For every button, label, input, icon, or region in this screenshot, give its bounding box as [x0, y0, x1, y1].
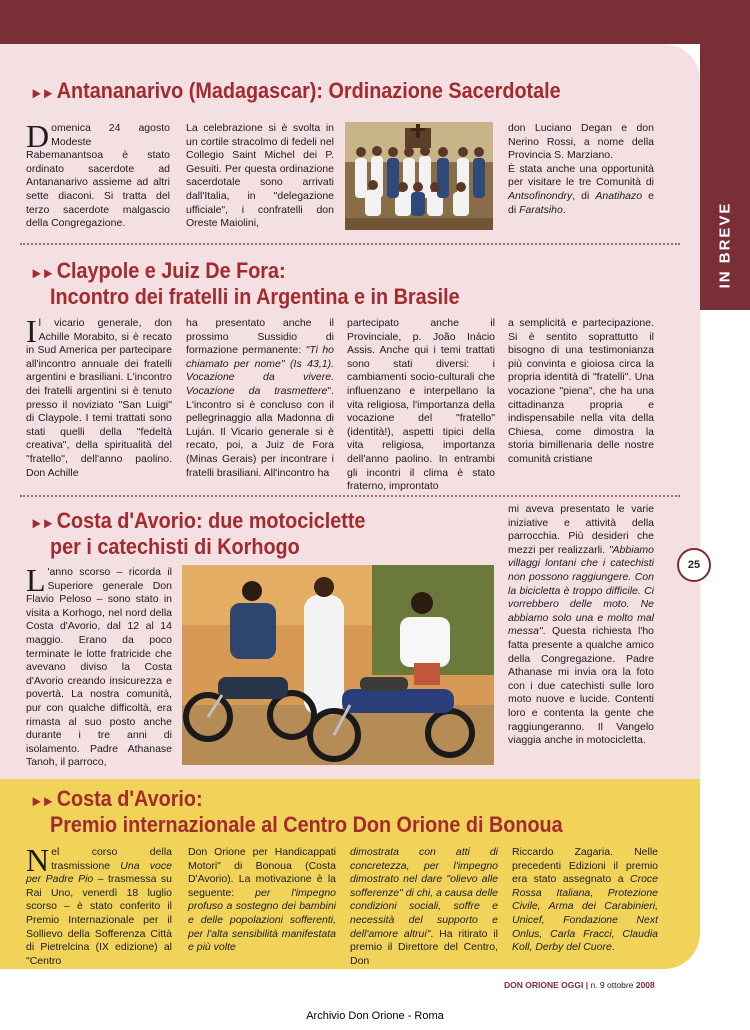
dotted-divider [20, 495, 680, 497]
top-band [0, 0, 750, 44]
article-2-col-1: Il vicario generale, don Achille Morabito, si è recato in Sud America per partecipare all'incontro annuale dei fratelli argentini e brasiliani. L'incontro dei fratelli argentini si è tenuto presso il noviziato "San Luigi" di Claypole. I temi trattati sono stati quelli della "fedeltà creativa", della spiritualità del "fratello", dell'anno paolino. Don Achille [26, 313, 172, 479]
article-4-col-2: Don Orione per Handicappati Motori" di Bonoua (Costa D'Avorio). La motivazione è la seguente: per l'impegno profuso a sostegno dei bambini e delle popolazioni sofferenti, per l'alta sensibilità manifestata e più volte [188, 846, 336, 954]
article-2-title-line-2: Incontro dei fratelli in Argentina e in Brasile [50, 284, 460, 309]
article-4-col-4: Riccardo Zagaria. Nelle precedenti Edizioni il premio era stato assegnato a Croce Rossa Italiana, Protezione Civile, Arma dei Carabinieri, Unicef, Fondazione Next Onlus, Carla Fracci, Claudia Koll, Derby del Cuore. [512, 846, 658, 954]
article-1-col-1: Domenica 24 agosto Modeste Rabemanantsoa è stato ordinato sacerdote ad Antananarivo assieme ad altri sette diaconi. Si tratta del terzo sacerdote malgascio della Congregazione. [26, 118, 170, 230]
article-2-col-3: partecipato anche il Provinciale, p. João Inácio Assis. Anche qui i temi trattati sono stati diversi: i cambiamenti socio-culturali che influenzano e interpellano la vita religiosa, l'importanza della vocazione del "fratello" (identità!), aspetti tipici della vita religiosa, importanza dell'anno paolino. In entrambi gli incontri il clima è stato fraterno, improntato [347, 317, 495, 493]
section-tab-label: IN BREVE [716, 201, 734, 289]
archive-caption: Archivio Don Orione - Roma [306, 1010, 444, 1022]
magazine-footer: DON ORIONE OGGI | n. 9 ottobre 2008 [504, 980, 655, 990]
double-arrow-icon: ►► [30, 85, 54, 102]
double-arrow-icon: ►► [30, 515, 54, 532]
section-tab [700, 180, 750, 310]
article-1-title: ►► Antananarivo (Madagascar): Ordinazione Sacerdotale [30, 78, 561, 103]
dotted-divider [20, 243, 680, 245]
article-1-col-3: don Luciano Degan e don Nerino Rossi, a nome della Provincia S. Marziano. È stata anche una opportunità per visitare le tre Comunità di Antsofinondry, di Anatihazo e di Faratsiho. [508, 122, 654, 216]
article-3-title-line-2: per i catechisti di Korhogo [50, 534, 300, 559]
article-3-col-1: L 'anno scorso – ricorda il Superiore generale Don Flavio Peloso – sono stato in visita a Korhogo, nel nord della Costa d'Avorio, dal 12 al 14 maggio. Erano da poco terminate le lotte fratricide che avevano diviso la Costa d'Avorio creando insicurezza e povertà. La nostra comunità, pur con qualche difficoltà, era rimasta al suo posto anche durante i tre anni di isolamento. Padre Athanase Tanoh, il parroco, [26, 562, 172, 769]
ordination-group-photo [345, 122, 493, 230]
article-4-title-line-1: ►► Costa d'Avorio: [30, 786, 203, 811]
page-number: 25 [677, 548, 711, 582]
double-arrow-icon: ►► [30, 265, 54, 282]
article-4-col-1: Nel corso della trasmissione Una voce per Padre Pio – trasmessa su Rai Uno, venerdì 18 luglio scorso – è stato conferito il Premio Internazionale per il Sollievo della Sofferenza Città di Pietrelcina (IX edizione) al "Centro [26, 842, 172, 967]
article-4-col-3: dimostrata con atti di concretezza, per l'impegno dimostrato nel dare "olievo alle sofferenze" di chi, a causa delle condizioni sociali, soffre e necessità del supporto e dell'amore altrui". Ha ritirato il premio il Direttore del Centro, Don [350, 846, 498, 967]
article-2-col-2: ha presentato anche il prossimo Sussidio di formazione permanente: "Ti ho chiamato per nome" (Is 43,1). Vocazione da vivere. Vocazione da trasmettere". L'incontro si è concluso con il pellegrinaggio alla Madonna di Luján. Il Vicario generale si è recato, poi, a Juiz de Fora (Minas Gerais) per incontrare i fratelli brasiliani. All'incontro ha [186, 317, 334, 479]
article-3-col-2: mi aveva presentato le varie iniziative e attività della parrocchia. Più desideri che mezzi per realizzarli. "Abbiamo villaggi lontani che i catechisti non possono raggiungere. Con la bicicletta è troppo difficile. Ci vorrebbero delle moto. Ne abbiamo solo una e molto mal messa". Questa richiesta l'ho fatta presente a qualche amico della Congregazione. Padre Athanase mi invia ora la foto con i due catechisti sulle loro moto nuove e lucide. Contenti loro e contenta la gente che raggiungeranno. Il Vangelo viaggia anche in motocicletta. [508, 503, 654, 747]
article-2-title-line-1: ►► Claypole e Juiz De Fora: [30, 258, 286, 283]
motorcycles-photo [182, 565, 494, 765]
article-1-col-2: La celebrazione si è svolta in un cortile stracolmo di fedeli nel Collegio Saint Michel dei P. Gesuiti. Per questa ordinazione sacerdotale sono arrivati dall'Italia, in "delegazione ufficiale", i confratelli don Oreste Maiolini, [186, 122, 334, 230]
article-4-title-line-2: Premio internazionale al Centro Don Orione di Bonoua [50, 812, 563, 837]
article-3-title-line-1: ►► Costa d'Avorio: due motociclette [30, 508, 366, 533]
article-2-col-4: a semplicità e partecipazione. Si è sentito soprattutto il bisogno di una testimonianza più convinta e gioiosa circa la propria identità di "fratelli". Una vocazione "piena", che ha una cittadinanza propria e indispensabile nella vita della Chiesa, come dimostra la storia bimillenaria delle nostre comunità cristiane [508, 317, 654, 465]
double-arrow-icon: ►► [30, 793, 54, 810]
